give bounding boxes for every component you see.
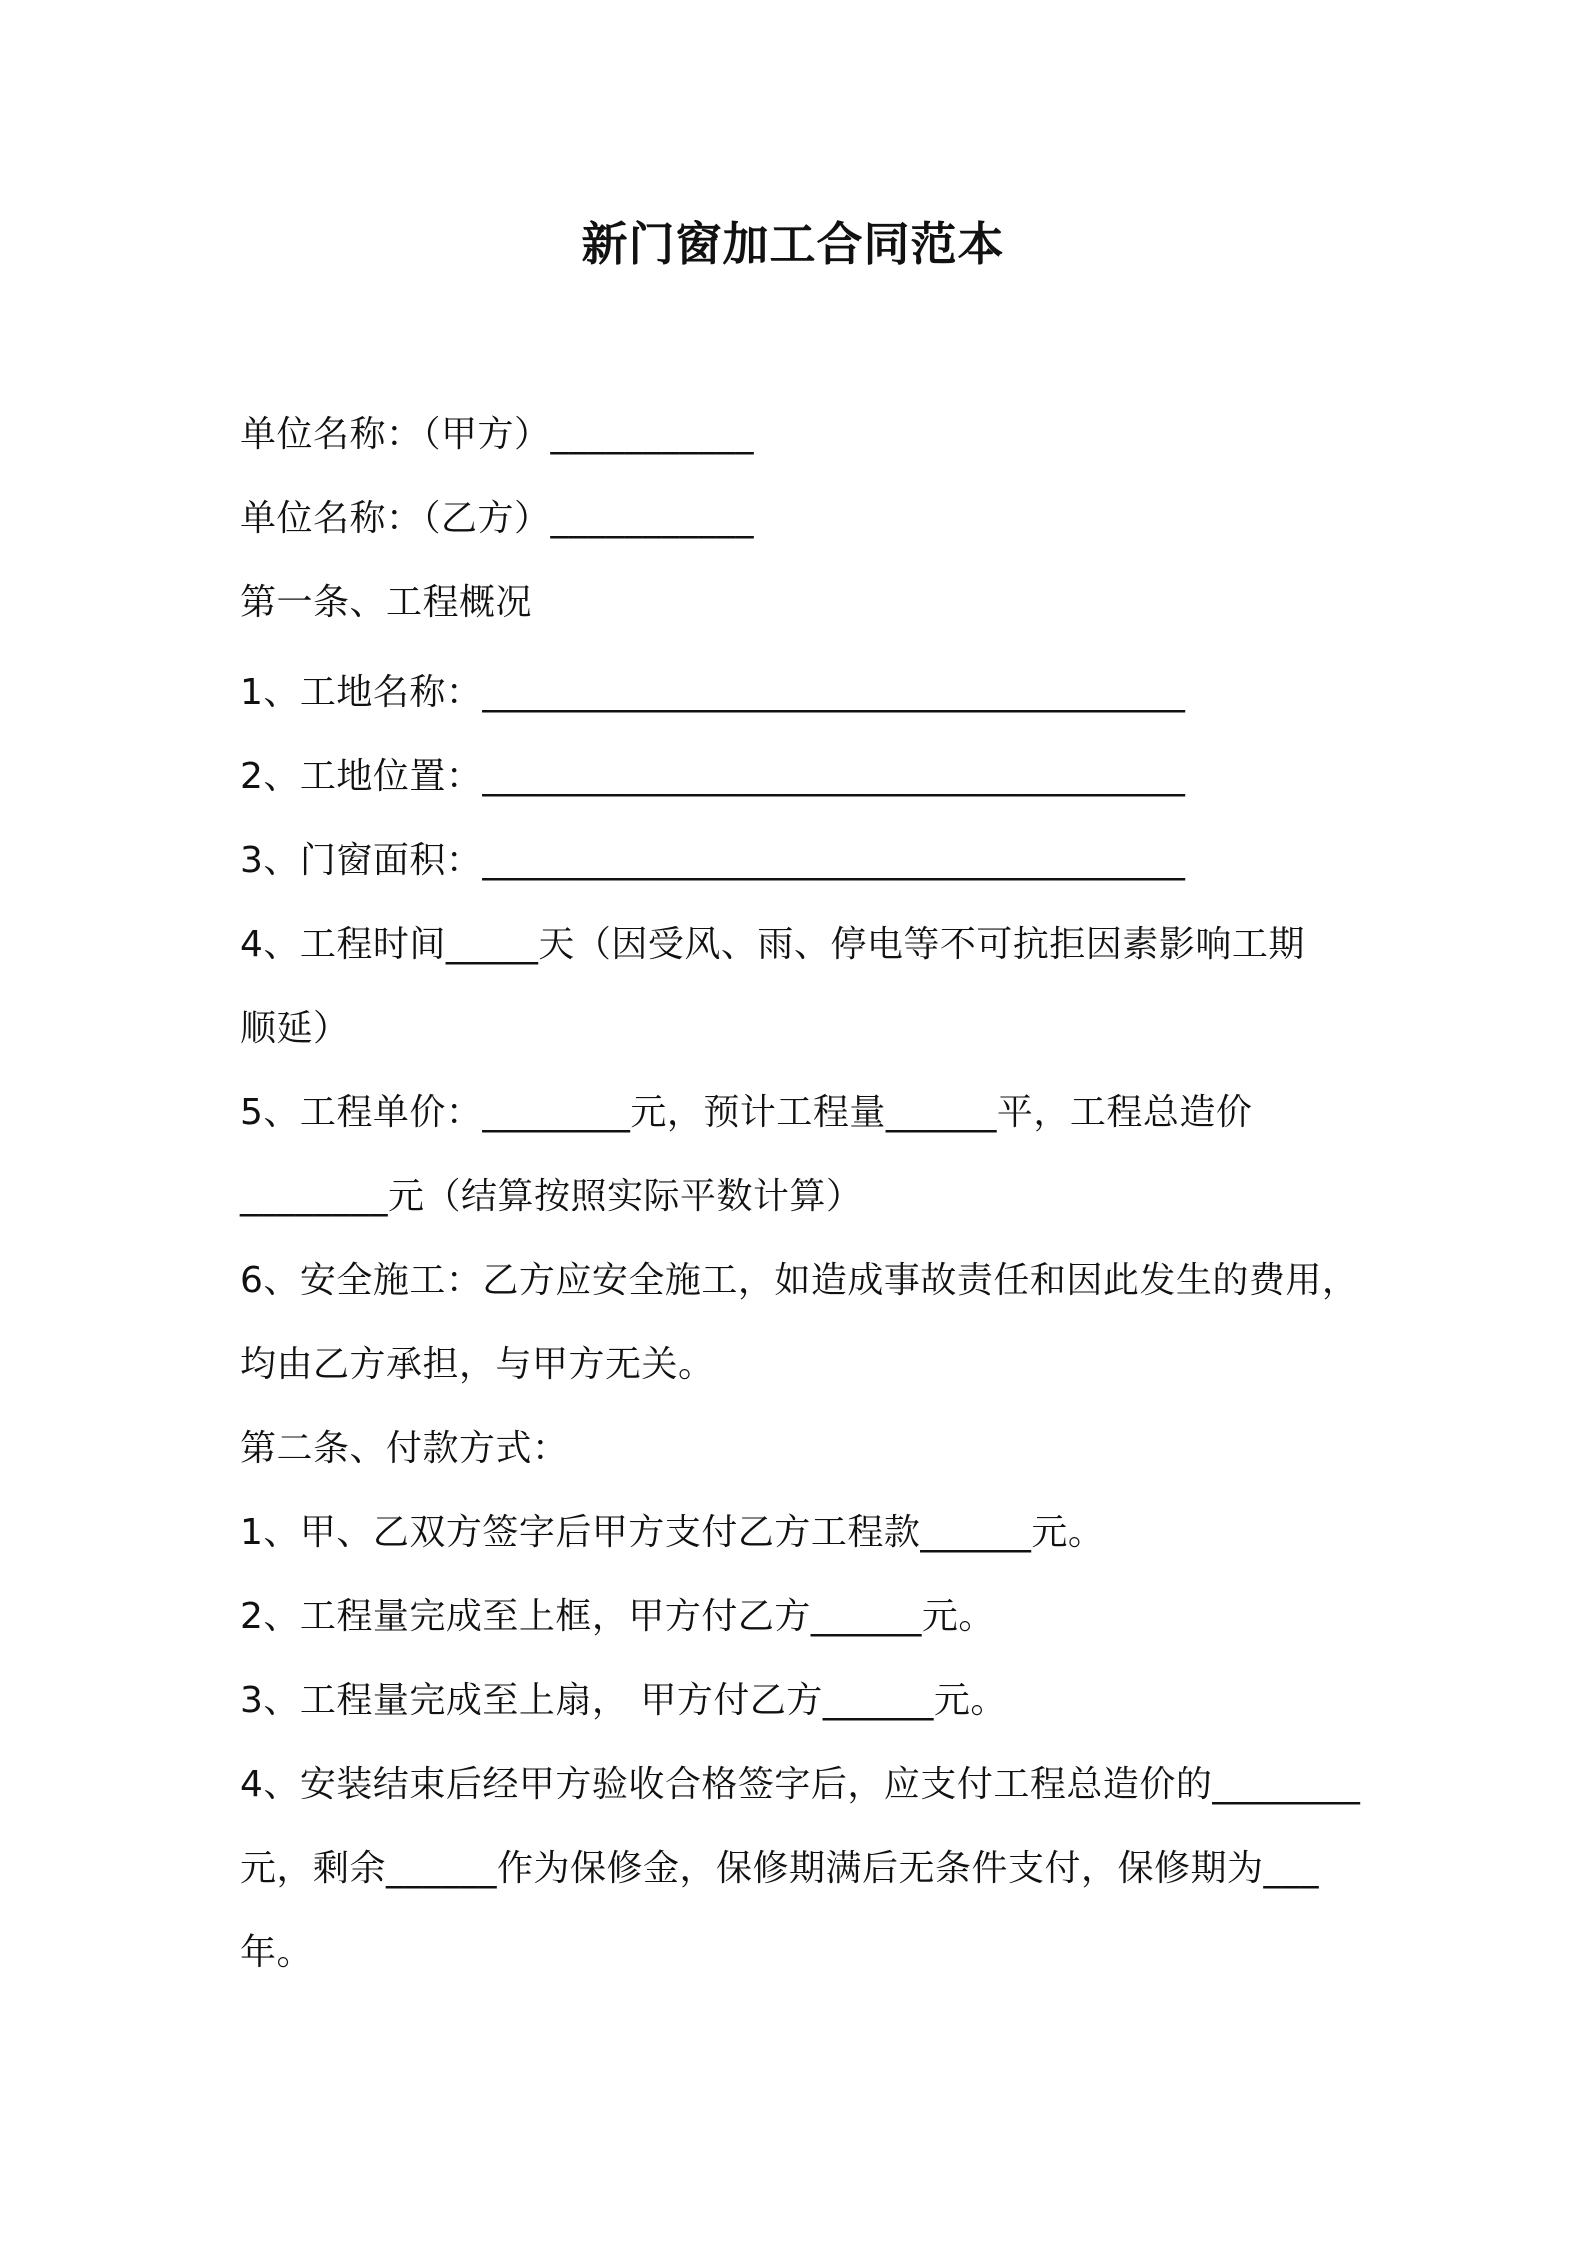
payment-line-4-cont: 元，剩余______作为保修金，保修期满后无条件支付，保修期为___	[240, 1848, 1320, 1889]
unit-price-line-cont: ________元（结算按照实际平数计算）	[240, 1176, 863, 1217]
safety-line: 6、安全施工：乙方应安全施工，如造成事故责任和因此发生的费用，	[240, 1260, 1359, 1301]
party-a-line: 单位名称：（甲方）___________	[240, 414, 755, 455]
safety-line-cont: 均由乙方承担，与甲方无关。	[240, 1344, 715, 1385]
payment-line-4-end: 年。	[240, 1932, 314, 1973]
payment-line-3: 3、工程量完成至上扇， 甲方付乙方______元。	[240, 1680, 1007, 1721]
payment-line-1: 1、甲、乙双方签字后甲方支付乙方工程款______元。	[240, 1512, 1105, 1553]
document-title: 新门窗加工合同范本	[581, 217, 1005, 271]
duration-line-cont: 顺延）	[240, 1008, 350, 1049]
unit-price-line: 5、工程单价：________元，预计工程量______平，工程总造价	[240, 1092, 1253, 1133]
party-b-line: 单位名称：（乙方）___________	[240, 498, 755, 539]
article-2-heading: 第二条、付款方式：	[240, 1428, 569, 1469]
article-1-heading: 第一条、工程概况	[240, 582, 533, 623]
payment-line-2: 2、工程量完成至上框，甲方付乙方______元。	[240, 1596, 995, 1637]
site-location-line: 2、工地位置：______________________________________	[240, 756, 1186, 797]
site-name-line: 1、工地名称：______________________________________	[240, 672, 1186, 713]
window-area-line: 3、门窗面积：______________________________________	[240, 840, 1186, 881]
payment-line-4: 4、安装结束后经甲方验收合格签字后，应支付工程总造价的________	[240, 1764, 1361, 1805]
duration-line: 4、工程时间_____天（因受风、雨、停电等不可抗拒因素影响工期	[240, 924, 1305, 965]
